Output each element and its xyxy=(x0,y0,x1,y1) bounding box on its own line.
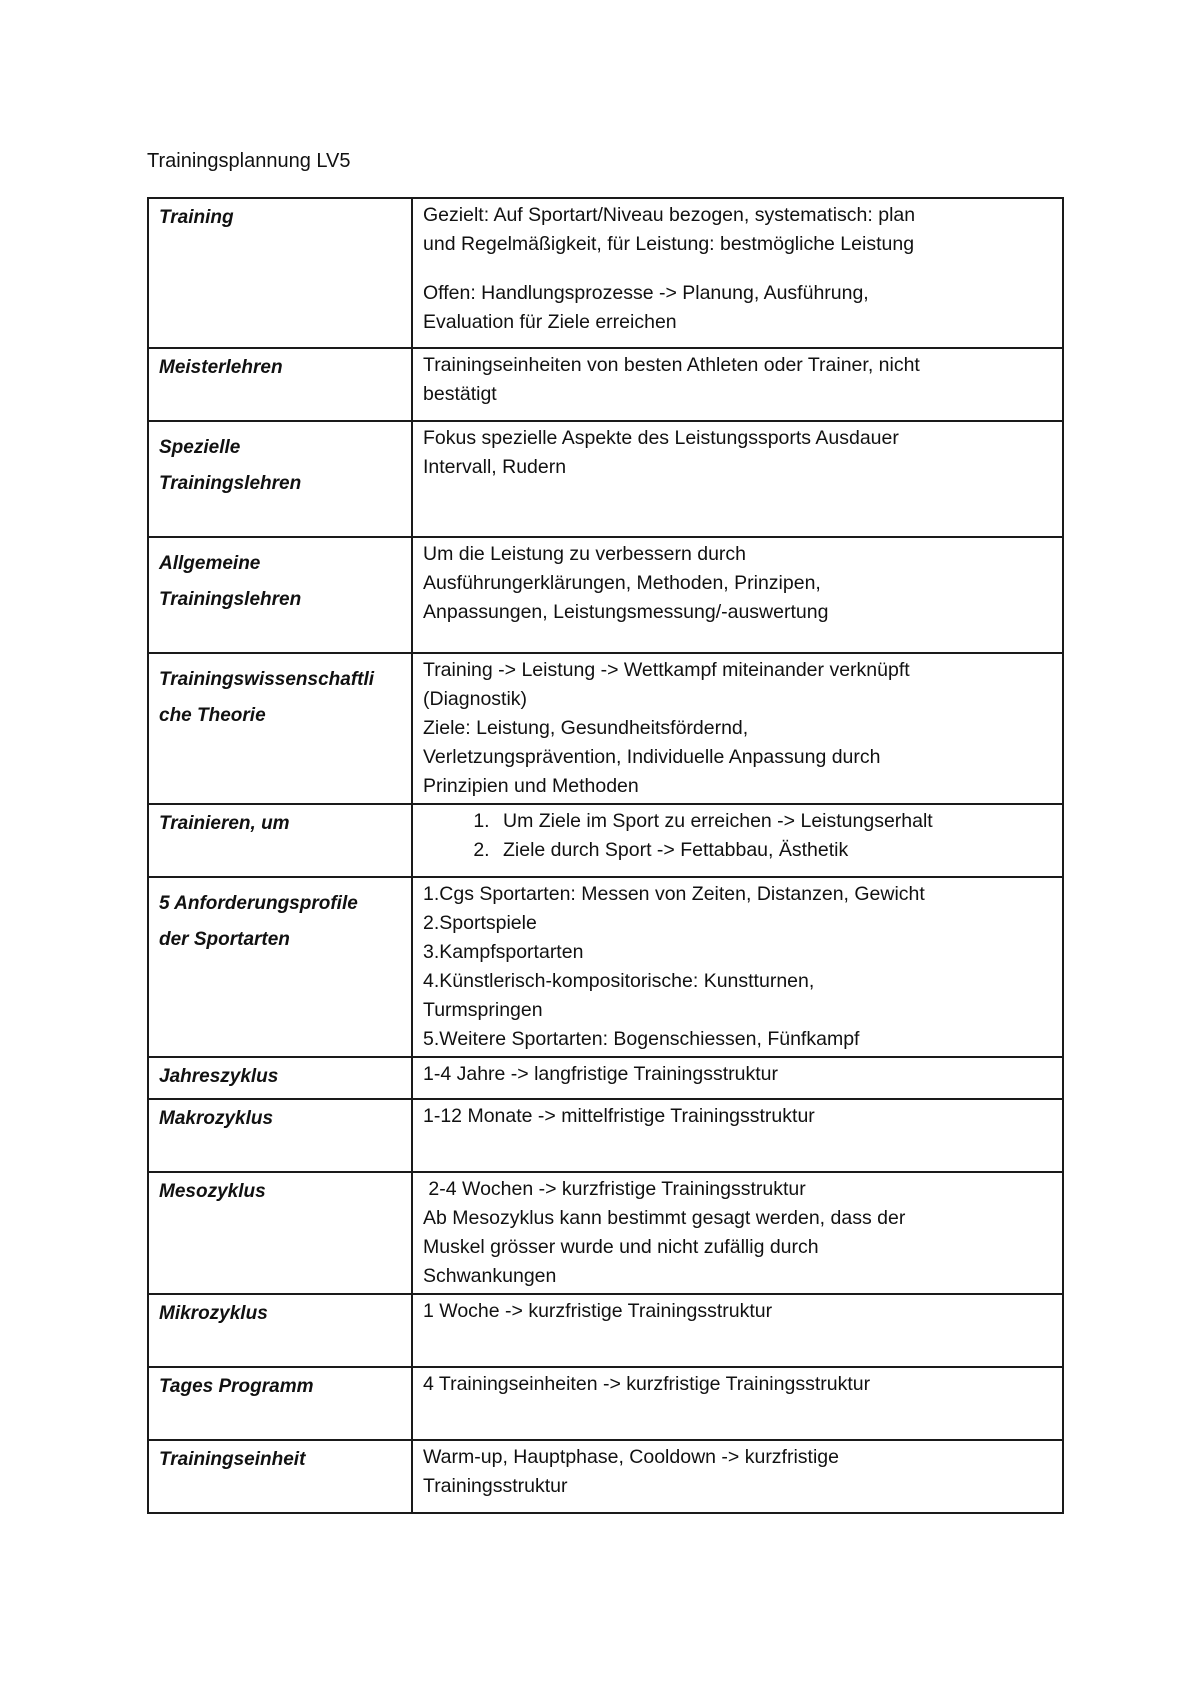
description-text: Ausführungerklärungen, Methoden, Prinzipen, xyxy=(423,572,821,594)
term-cell xyxy=(148,537,412,653)
description-text: 3.Kampfsportarten xyxy=(423,941,584,963)
description-cell xyxy=(412,804,1063,877)
description-text: (Diagnostik) xyxy=(423,688,528,710)
description-text: Gezielt: Auf Sportart/Niveau bezogen, systematisch: plan xyxy=(423,204,916,226)
page-title: Trainingsplannung LV5 xyxy=(147,150,351,172)
numbered-list xyxy=(423,807,1054,865)
term-text: Spezielle xyxy=(159,437,241,458)
description-text: 4 Trainingseinheiten -> kurzfristige Trainingsstruktur xyxy=(423,1373,871,1395)
table-row xyxy=(148,1440,1063,1513)
term-text: Trainingslehren xyxy=(159,589,302,610)
term-cell xyxy=(148,1294,412,1367)
description-text: Warm-up, Hauptphase, Cooldown -> kurzfristige xyxy=(423,1446,839,1468)
term-cell xyxy=(148,1440,412,1513)
table-row xyxy=(148,877,1063,1057)
term-text: che Theorie xyxy=(159,705,266,726)
description-text: Trainingseinheiten von besten Athleten oder Trainer, nicht xyxy=(423,354,920,376)
description-cell xyxy=(412,1057,1063,1099)
term-cell xyxy=(148,421,412,537)
description-text: Verletzungsprävention, Individuelle Anpassung durch xyxy=(423,746,881,768)
table-row xyxy=(148,1099,1063,1172)
term-cell xyxy=(148,1172,412,1294)
description-cell xyxy=(412,348,1063,421)
term-cell xyxy=(148,1099,412,1172)
description-text: 5.Weitere Sportarten: Bogenschiessen, Fünfkampf xyxy=(423,1028,860,1050)
description-text: Training -> Leistung -> Wettkampf miteinander verknüpft xyxy=(423,659,910,681)
term-text: Trainingseinheit xyxy=(159,1449,306,1470)
description-text: 1-12 Monate -> mittelfristige Trainingsstruktur xyxy=(423,1105,815,1127)
description-text: 2-4 Wochen -> kurzfristige Trainingsstruktur xyxy=(423,1178,806,1200)
table-row xyxy=(148,421,1063,537)
description-cell xyxy=(412,198,1063,348)
description-text: Anpassungen, Leistungsmessung/-auswertung xyxy=(423,601,829,623)
table-row xyxy=(148,1057,1063,1099)
description-text: Intervall, Rudern xyxy=(423,456,567,478)
description-text: Turmspringen xyxy=(423,999,543,1021)
description-cell xyxy=(412,537,1063,653)
list-item: 2. Ziele durch Sport -> Fettabbau, Ästhetik xyxy=(495,836,1054,865)
term-cell xyxy=(148,1057,412,1099)
description-cell xyxy=(412,653,1063,804)
description-text: bestätigt xyxy=(423,383,497,405)
term-cell xyxy=(148,877,412,1057)
term-text: Makrozyklus xyxy=(159,1108,274,1129)
term-cell xyxy=(148,804,412,877)
term-text: der Sportarten xyxy=(159,929,290,950)
term-cell xyxy=(148,1367,412,1440)
description-text: 1 Woche -> kurzfristige Trainingsstruktur xyxy=(423,1300,773,1322)
term-text: Mikrozyklus xyxy=(159,1303,268,1324)
description-text: 1-4 Jahre -> langfristige Trainingsstruktur xyxy=(423,1063,778,1085)
term-text: Meisterlehren xyxy=(159,357,283,378)
term-text: Jahreszyklus xyxy=(159,1066,279,1087)
table-row xyxy=(148,537,1063,653)
term-cell xyxy=(148,653,412,804)
description-cell xyxy=(412,1294,1063,1367)
description-cell xyxy=(412,421,1063,537)
description-cell xyxy=(412,1367,1063,1440)
description-text: Ziele: Leistung, Gesundheitsfördernd, xyxy=(423,717,749,739)
term-text: Training xyxy=(159,207,234,228)
table-row xyxy=(148,198,1063,348)
description-cell xyxy=(412,1172,1063,1294)
table-row xyxy=(148,804,1063,877)
term-text: Allgemeine xyxy=(159,553,261,574)
term-text: Trainingswissenschaftli xyxy=(159,669,375,690)
description-text: Prinzipien und Methoden xyxy=(423,775,639,797)
term-text: Trainieren, um xyxy=(159,813,290,834)
description-text: 1.Cgs Sportarten: Messen von Zeiten, Distanzen, Gewicht xyxy=(423,883,925,905)
term-text: 5 Anforderungsprofile xyxy=(159,893,358,914)
table-row xyxy=(148,1172,1063,1294)
description-text: 4.Künstlerisch-kompositorische: Kunstturnen, xyxy=(423,970,815,992)
description-text: Fokus spezielle Aspekte des Leistungssports Ausdauer xyxy=(423,427,899,449)
term-text: Trainingslehren xyxy=(159,473,302,494)
description-cell xyxy=(412,1440,1063,1513)
description-text: Um die Leistung zu verbessern durch xyxy=(423,543,746,565)
term-cell xyxy=(148,348,412,421)
term-text: Mesozyklus xyxy=(159,1181,266,1202)
term-cell xyxy=(148,198,412,348)
description-text: Evaluation für Ziele erreichen xyxy=(423,311,677,333)
term-text: Tages Programm xyxy=(159,1376,314,1397)
description-text: Schwankungen xyxy=(423,1265,557,1287)
description-text: Trainingsstruktur xyxy=(423,1475,568,1497)
description-text: und Regelmäßigkeit, für Leistung: bestmögliche Leistung xyxy=(423,233,915,255)
description-text: Offen: Handlungsprozesse -> Planung, Ausführung, xyxy=(423,282,869,304)
description-text: Muskel grösser wurde und nicht zufällig durch xyxy=(423,1236,819,1258)
list-item: 1. Um Ziele im Sport zu erreichen -> Leistungserhalt xyxy=(495,807,1054,836)
table-row xyxy=(148,348,1063,421)
description-text: Ab Mesozyklus kann bestimmt gesagt werden, dass der xyxy=(423,1207,906,1229)
description-text: 2.Sportspiele xyxy=(423,912,537,934)
description-cell xyxy=(412,1099,1063,1172)
description-cell xyxy=(412,877,1063,1057)
definitions-table xyxy=(147,197,1064,1514)
table-row xyxy=(148,1294,1063,1367)
table-row xyxy=(148,653,1063,804)
table-row xyxy=(148,1367,1063,1440)
